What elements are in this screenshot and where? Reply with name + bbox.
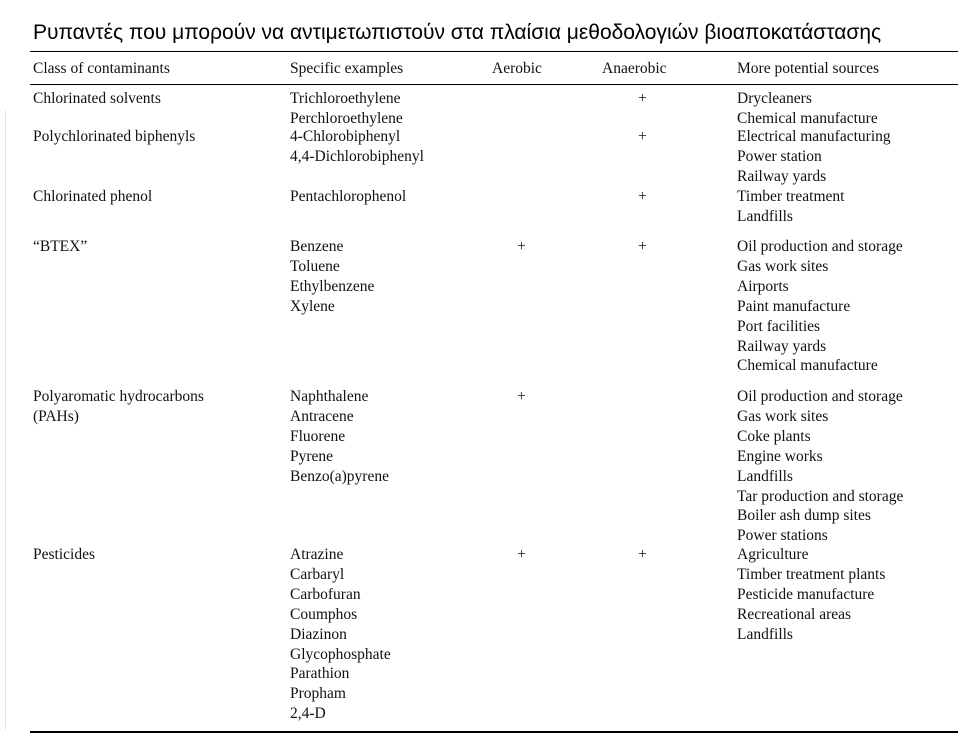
specific-examples-line: Antracene [290,407,354,425]
specific-examples-line: Trichloroethylene [290,90,401,107]
specific-examples-line: Pentachlorophenol [290,188,407,205]
potential-sources-line: Engine works [737,447,823,465]
potential-sources-line: Railway yards [737,337,827,355]
slide-title: Ρυπαντές που μπορούν να αντιμετωπιστούν στα πλαίσια μεθοδολογιών βιοαποκατάστασης [33,21,882,44]
specific-examples-line: Atrazine [290,546,344,563]
potential-sources-line: Landfills [737,207,793,225]
potential-sources [737,89,878,129]
potential-sources-line: Landfills [737,467,793,485]
specific-examples-line: Glycophosphate [290,645,391,663]
specific-examples-line: Ethylbenzene [290,277,375,295]
potential-sources-line: Agriculture [737,546,809,563]
contaminant-class [33,127,195,147]
header-class: Class of contaminants [33,60,170,77]
potential-sources-line: Chemical manufacture [737,357,878,375]
potential-sources [737,127,891,187]
anaerobic-mark: + [638,90,647,107]
aerobic-mark: + [517,388,526,405]
potential-sources-line: Port facilities [737,317,821,335]
potential-sources-line: Chemical manufacture [737,109,878,127]
potential-sources-line: Electrical manufacturing [737,128,891,145]
specific-examples-line: Benzo(a)pyrene [290,467,389,485]
potential-sources-line: Boiler ash dump sites [737,507,871,525]
specific-examples-line: Diazinon [290,625,347,643]
contaminant-class [33,387,204,427]
aerobic-mark: + [517,238,526,255]
potential-sources-line: Gas work sites [737,257,829,275]
specific-examples-line: Carbofuran [290,585,361,603]
header-anaerobic: Anaerobic [602,60,667,77]
potential-sources-line: Landfills [737,625,793,643]
table-header-rule [30,84,958,85]
potential-sources-line: Pesticide manufacture [737,585,875,603]
contaminant-class-line: Polychlorinated biphenyls [33,128,196,145]
potential-sources-line: Timber treatment plants [737,565,886,583]
potential-sources [737,187,844,227]
potential-sources-line: Oil production and storage [737,238,903,255]
potential-sources-line: Recreational areas [737,605,852,623]
specific-examples [290,545,391,724]
potential-sources-line: Tar production and storage [737,487,904,505]
contaminant-class [33,89,161,109]
potential-sources-line: Power stations [737,527,828,545]
potential-sources-line: Timber treatment [737,188,845,205]
anaerobic-mark: + [638,546,647,563]
potential-sources-line: Drycleaners [737,90,812,107]
contaminant-class-line: (PAHs) [33,407,79,425]
specific-examples-line: 4-Chlorobiphenyl [290,128,401,145]
specific-examples-line: Propham [290,685,346,703]
specific-examples-line: Fluorene [290,427,346,445]
potential-sources-line: Railway yards [737,167,827,185]
specific-examples-line: Pyrene [290,447,334,465]
specific-examples [290,127,424,167]
specific-examples [290,89,403,129]
potential-sources-line: Paint manufacture [737,297,851,315]
image-edge-line [5,110,6,730]
header-sources: More potential sources [737,60,880,77]
contaminant-class-line: Chlorinated phenol [33,188,153,205]
aerobic-mark: + [517,546,526,563]
specific-examples-line: 4,4-Dichlorobiphenyl [290,147,424,165]
anaerobic-mark: + [638,188,647,205]
specific-examples [290,237,374,317]
contaminant-class [33,187,152,207]
potential-sources-line: Gas work sites [737,407,829,425]
specific-examples-line: Perchloroethylene [290,109,403,127]
header-aerobic: Aerobic [492,60,542,77]
specific-examples-line: Parathion [290,665,350,683]
specific-examples [290,387,389,487]
table-bottom-rule [30,731,958,733]
specific-examples-line: Naphthalene [290,388,369,405]
potential-sources-line: Power station [737,147,822,165]
potential-sources [737,237,903,376]
anaerobic-mark: + [638,128,647,145]
specific-examples-line: Toluene [290,257,340,275]
potential-sources-line: Coke plants [737,427,811,445]
contaminant-class-line: Pesticides [33,546,95,563]
specific-examples-line: 2,4-D [290,705,326,723]
specific-examples-line: Coumphos [290,605,358,623]
contaminant-class-line: “BTEX” [33,238,88,255]
table-top-rule [30,51,958,52]
potential-sources-line: Airports [737,277,789,295]
potential-sources-line: Oil production and storage [737,388,903,405]
specific-examples-line: Benzene [290,238,344,255]
header-examples: Specific examples [290,60,404,77]
potential-sources [737,545,885,645]
specific-examples-line: Carbaryl [290,565,345,583]
anaerobic-mark: + [638,238,647,255]
contaminant-class-line: Chlorinated solvents [33,90,161,107]
contaminant-class [33,237,87,257]
contaminant-class [33,545,95,565]
specific-examples-line: Xylene [290,297,335,315]
specific-examples [290,187,406,207]
contaminant-class-line: Polyaromatic hydrocarbons [33,388,204,405]
potential-sources [737,387,903,546]
